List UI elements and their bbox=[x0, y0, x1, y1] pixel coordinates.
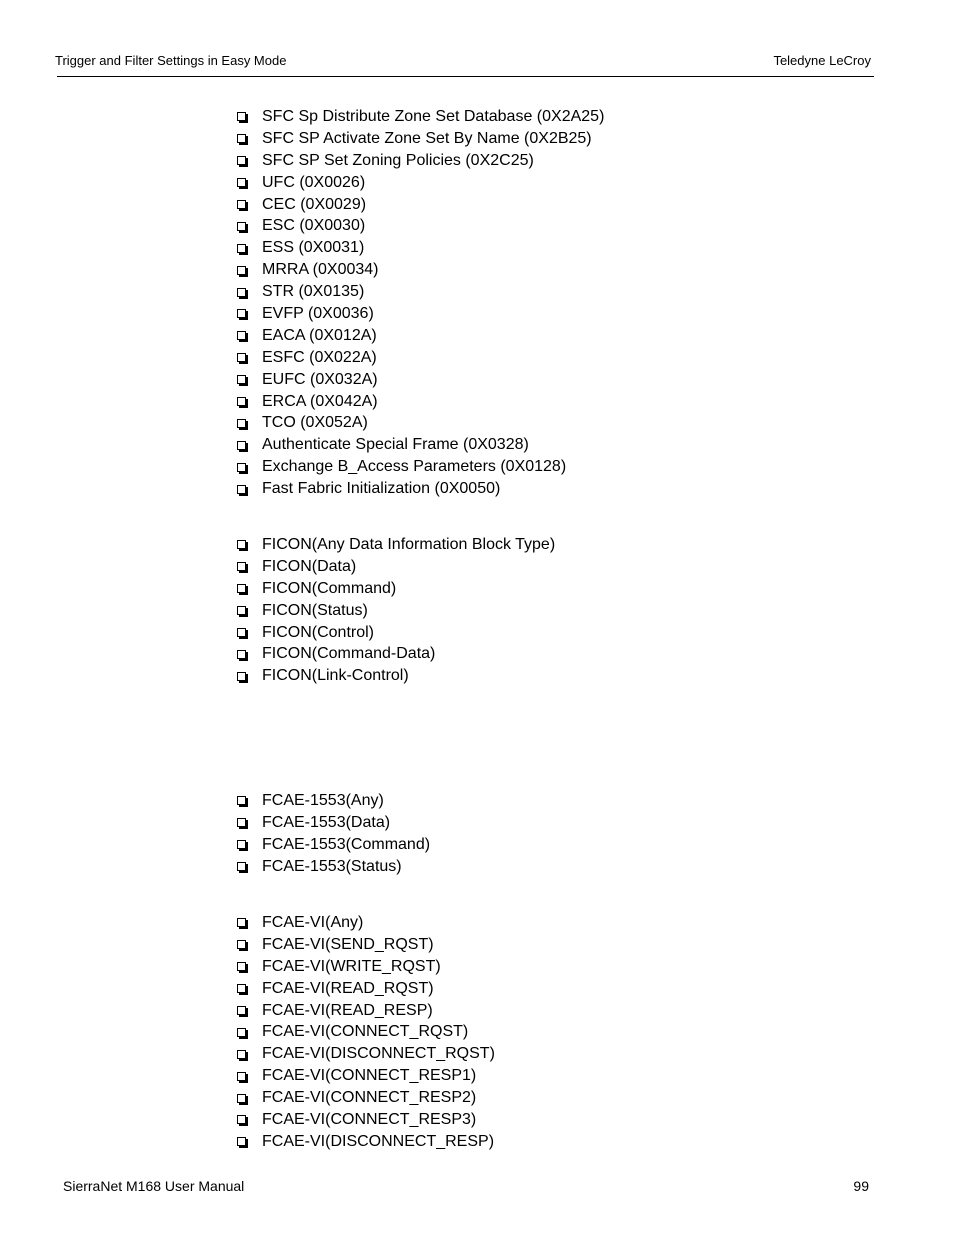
list-item-label: FCAE-VI(READ_RESP) bbox=[262, 1001, 433, 1019]
frame-type-list-ficon bbox=[237, 534, 555, 687]
frame-type-list-fcae-vi bbox=[237, 912, 495, 1153]
list-item-label: EVFP (0X0036) bbox=[262, 304, 374, 322]
checkbox-bullet-icon bbox=[237, 940, 246, 949]
checkbox-bullet-icon bbox=[237, 288, 246, 297]
checkbox-bullet-icon bbox=[237, 244, 246, 253]
checkbox-bullet-icon bbox=[237, 419, 246, 428]
list-item-label: FICON(Control) bbox=[262, 623, 375, 641]
list-item-label: FCAE-VI(WRITE_RQST) bbox=[262, 957, 441, 975]
list-item-label: Exchange B_Access Parameters (0X0128) bbox=[262, 458, 567, 476]
checkbox-bullet-icon bbox=[237, 397, 246, 406]
list-item-label: FCAE-VI(SEND_RQST) bbox=[262, 935, 434, 953]
list-item bbox=[237, 369, 604, 391]
checkbox-bullet-icon bbox=[237, 222, 246, 231]
checkbox-bullet-icon bbox=[237, 862, 246, 871]
checkbox-bullet-icon bbox=[237, 1072, 246, 1081]
checkbox-bullet-icon bbox=[237, 606, 246, 615]
list-item-label: SFC SP Activate Zone Set By Name (0X2B25) bbox=[262, 129, 592, 147]
checkbox-bullet-icon bbox=[237, 485, 246, 494]
list-item bbox=[237, 128, 604, 150]
list-item bbox=[237, 622, 555, 644]
list-item-label: ESC (0X0030) bbox=[262, 217, 366, 235]
checkbox-bullet-icon bbox=[237, 1115, 246, 1124]
list-item-label: TCO (0X052A) bbox=[262, 414, 368, 432]
list-item-label: FICON(Command) bbox=[262, 579, 397, 597]
checkbox-bullet-icon bbox=[237, 1094, 246, 1103]
list-item bbox=[237, 215, 604, 237]
checkbox-bullet-icon bbox=[237, 375, 246, 384]
list-item-label: Fast Fabric Initialization (0X0050) bbox=[262, 480, 501, 498]
list-item bbox=[237, 172, 604, 194]
list-item-label: SFC SP Set Zoning Policies (0X2C25) bbox=[262, 151, 534, 169]
list-item-label: EUFC (0X032A) bbox=[262, 370, 378, 388]
running-header-company: Teledyne LeCroy bbox=[773, 53, 871, 68]
list-item-label: FCAE-VI(READ_RQST) bbox=[262, 979, 434, 997]
checkbox-bullet-icon bbox=[237, 540, 246, 549]
list-item bbox=[237, 456, 604, 478]
list-item-label: STR (0X0135) bbox=[262, 283, 365, 301]
list-item bbox=[237, 956, 495, 978]
checkbox-bullet-icon bbox=[237, 1028, 246, 1037]
checkbox-bullet-icon bbox=[237, 178, 246, 187]
list-item bbox=[237, 1109, 495, 1131]
list-item bbox=[237, 478, 604, 500]
frame-type-list-fcae-1553 bbox=[237, 790, 430, 878]
checkbox-bullet-icon bbox=[237, 309, 246, 318]
list-item bbox=[237, 347, 604, 369]
list-item bbox=[237, 194, 604, 216]
list-item bbox=[237, 1065, 495, 1087]
checkbox-bullet-icon bbox=[237, 112, 246, 121]
list-item bbox=[237, 237, 604, 259]
list-item-label: ESFC (0X022A) bbox=[262, 348, 377, 366]
page-number: 99 bbox=[853, 1178, 869, 1194]
checkbox-bullet-icon bbox=[237, 650, 246, 659]
list-item-label: FCAE-1553(Data) bbox=[262, 813, 391, 831]
checkbox-bullet-icon bbox=[237, 353, 246, 362]
list-item-label: FCAE-VI(CONNECT_RESP3) bbox=[262, 1110, 477, 1128]
list-item bbox=[237, 978, 495, 1000]
list-item bbox=[237, 412, 604, 434]
checkbox-bullet-icon bbox=[237, 463, 246, 472]
list-item-label: EACA (0X012A) bbox=[262, 326, 377, 344]
checkbox-bullet-icon bbox=[237, 200, 246, 209]
list-item-label: ESS (0X0031) bbox=[262, 239, 365, 257]
list-item bbox=[237, 600, 555, 622]
list-item-label: FCAE-1553(Status) bbox=[262, 857, 402, 875]
checkbox-bullet-icon bbox=[237, 628, 246, 637]
list-item-label: UFC (0X0026) bbox=[262, 173, 366, 191]
list-item bbox=[237, 834, 430, 856]
list-item bbox=[237, 578, 555, 600]
list-item-label: FICON(Link-Control) bbox=[262, 667, 409, 685]
checkbox-bullet-icon bbox=[237, 1137, 246, 1146]
checkbox-bullet-icon bbox=[237, 1006, 246, 1015]
running-header-title: Trigger and Filter Settings in Easy Mode bbox=[55, 53, 287, 68]
list-item-label: FICON(Any Data Information Block Type) bbox=[262, 535, 556, 553]
list-item-label: FCAE-VI(CONNECT_RESP1) bbox=[262, 1067, 477, 1085]
frame-type-list-els bbox=[237, 106, 604, 500]
list-item bbox=[237, 391, 604, 413]
checkbox-bullet-icon bbox=[237, 818, 246, 827]
list-item bbox=[237, 150, 604, 172]
checkbox-bullet-icon bbox=[237, 672, 246, 681]
list-item bbox=[237, 556, 555, 578]
list-item bbox=[237, 912, 495, 934]
header-divider bbox=[57, 76, 874, 77]
list-item-label: FCAE-VI(CONNECT_RQST) bbox=[262, 1023, 469, 1041]
list-item-label: CEC (0X0029) bbox=[262, 195, 367, 213]
checkbox-bullet-icon bbox=[237, 962, 246, 971]
list-item-label: MRRA (0X0034) bbox=[262, 261, 379, 279]
checkbox-bullet-icon bbox=[237, 796, 246, 805]
list-item-label: FICON(Status) bbox=[262, 601, 368, 619]
list-item bbox=[237, 534, 555, 556]
list-item bbox=[237, 106, 604, 128]
manual-title: SierraNet M168 User Manual bbox=[63, 1178, 245, 1194]
list-item bbox=[237, 856, 430, 878]
list-item bbox=[237, 812, 430, 834]
checkbox-bullet-icon bbox=[237, 156, 246, 165]
checkbox-bullet-icon bbox=[237, 331, 246, 340]
checkbox-bullet-icon bbox=[237, 441, 246, 450]
list-item bbox=[237, 1000, 495, 1022]
list-item-label: FCAE-1553(Any) bbox=[262, 791, 384, 809]
list-item-label: FCAE-VI(DISCONNECT_RESP) bbox=[262, 1132, 495, 1150]
checkbox-bullet-icon bbox=[237, 266, 246, 275]
list-item-label: FCAE-1553(Command) bbox=[262, 835, 431, 853]
list-item bbox=[237, 303, 604, 325]
list-item bbox=[237, 643, 555, 665]
list-item bbox=[237, 1021, 495, 1043]
list-item bbox=[237, 325, 604, 347]
list-item-label: SFC Sp Distribute Zone Set Database (0X2A25) bbox=[262, 107, 605, 125]
list-item-label: FCAE-VI(Any) bbox=[262, 913, 364, 931]
checkbox-bullet-icon bbox=[237, 562, 246, 571]
list-item bbox=[237, 665, 555, 687]
checkbox-bullet-icon bbox=[237, 1050, 246, 1059]
checkbox-bullet-icon bbox=[237, 840, 246, 849]
checkbox-bullet-icon bbox=[237, 584, 246, 593]
list-item-label: FCAE-VI(DISCONNECT_RQST) bbox=[262, 1045, 495, 1063]
checkbox-bullet-icon bbox=[237, 984, 246, 993]
list-item-label: FICON(Data) bbox=[262, 557, 357, 575]
list-item bbox=[237, 1087, 495, 1109]
list-item bbox=[237, 259, 604, 281]
list-item-label: FCAE-VI(CONNECT_RESP2) bbox=[262, 1089, 477, 1107]
list-item bbox=[237, 434, 604, 456]
list-item bbox=[237, 281, 604, 303]
list-item-label: FICON(Command-Data) bbox=[262, 645, 436, 663]
list-item bbox=[237, 1131, 495, 1153]
list-item bbox=[237, 934, 495, 956]
checkbox-bullet-icon bbox=[237, 134, 246, 143]
list-item-label: ERCA (0X042A) bbox=[262, 392, 378, 410]
list-item bbox=[237, 1043, 495, 1065]
list-item-label: Authenticate Special Frame (0X0328) bbox=[262, 436, 529, 454]
list-item bbox=[237, 790, 430, 812]
checkbox-bullet-icon bbox=[237, 918, 246, 927]
